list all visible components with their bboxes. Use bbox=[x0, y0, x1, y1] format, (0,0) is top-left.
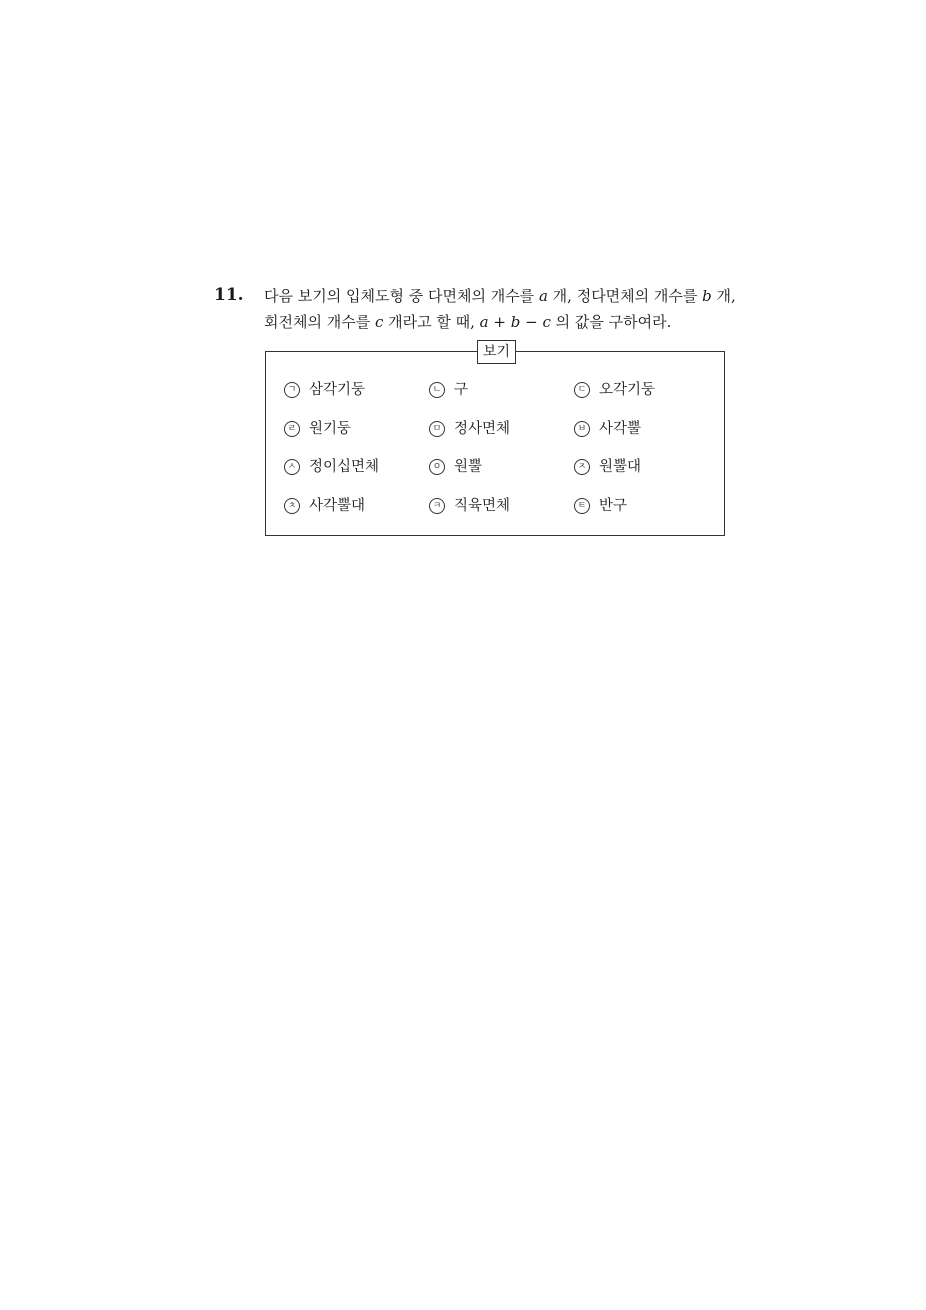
choice-label: 오각기둥 bbox=[599, 382, 656, 398]
choice-item bbox=[284, 496, 429, 535]
choice-marker: ㅅ bbox=[284, 459, 300, 475]
choice-item bbox=[429, 457, 574, 496]
choice-marker: ㄹ bbox=[284, 421, 300, 437]
expression-b: b bbox=[510, 313, 521, 331]
choice-label: 사각뿔대 bbox=[309, 497, 366, 514]
question-line-1 bbox=[264, 283, 774, 309]
choice-marker: ㅋ bbox=[429, 498, 445, 514]
choice-item bbox=[429, 380, 574, 419]
problem-number: 11. bbox=[214, 285, 244, 305]
choice-label: 구 bbox=[454, 382, 469, 398]
choice-label: 원뿔대 bbox=[599, 459, 642, 475]
question-line-2 bbox=[264, 309, 774, 335]
question-text-segment: 개라고 할 때, bbox=[383, 313, 480, 331]
choice-marker: ㅇ bbox=[429, 459, 445, 475]
choice-label: 반구 bbox=[599, 497, 628, 514]
question-text-segment: 회전체의 개수를 bbox=[264, 313, 375, 331]
question-text-segment: 개, bbox=[711, 287, 736, 305]
variable-b: b bbox=[702, 287, 712, 305]
question-text-segment: 개, 정다면체의 개수를 bbox=[547, 287, 703, 305]
choice-marker: ㄱ bbox=[284, 382, 300, 398]
choice-item bbox=[284, 419, 429, 458]
bogi-title: 보기 bbox=[477, 340, 516, 364]
choice-marker: ㄴ bbox=[429, 382, 445, 398]
choice-label: 사각뿔 bbox=[599, 420, 642, 437]
choice-label: 정이십면체 bbox=[309, 459, 380, 475]
choice-item bbox=[284, 457, 429, 496]
choice-marker: ㅈ bbox=[574, 459, 590, 475]
minus-sign: − bbox=[520, 313, 543, 331]
choice-marker: ㄷ bbox=[574, 382, 590, 398]
choice-item bbox=[574, 496, 714, 535]
choice-item bbox=[574, 457, 714, 496]
choice-label: 원뿔 bbox=[454, 459, 483, 475]
variable-c: c bbox=[374, 313, 384, 331]
choice-marker: ㅊ bbox=[284, 498, 300, 514]
choice-label: 원기둥 bbox=[309, 420, 352, 437]
choice-marker: ㅌ bbox=[574, 498, 590, 514]
choice-item bbox=[429, 419, 574, 458]
question-text-segment: 다음 보기의 입체도형 중 다면체의 개수를 bbox=[264, 287, 539, 305]
choice-label: 정사면체 bbox=[454, 420, 511, 437]
choice-item bbox=[429, 496, 574, 535]
choice-item bbox=[574, 419, 714, 458]
choice-item bbox=[284, 380, 429, 419]
expression-a: a bbox=[479, 313, 489, 331]
choice-grid bbox=[284, 380, 714, 534]
choice-label: 직육면체 bbox=[454, 497, 511, 514]
question-text-segment: 의 값을 구하여라. bbox=[550, 313, 672, 331]
variable-a: a bbox=[538, 287, 548, 305]
bogi-box bbox=[265, 344, 725, 536]
expression-c: c bbox=[542, 313, 551, 331]
choice-item bbox=[574, 380, 714, 419]
choice-marker: ㅂ bbox=[574, 421, 590, 437]
plus-sign: + bbox=[488, 313, 511, 331]
choice-label: 삼각기둥 bbox=[309, 382, 366, 398]
question-text bbox=[264, 283, 774, 335]
choice-marker: ㅁ bbox=[429, 421, 445, 437]
